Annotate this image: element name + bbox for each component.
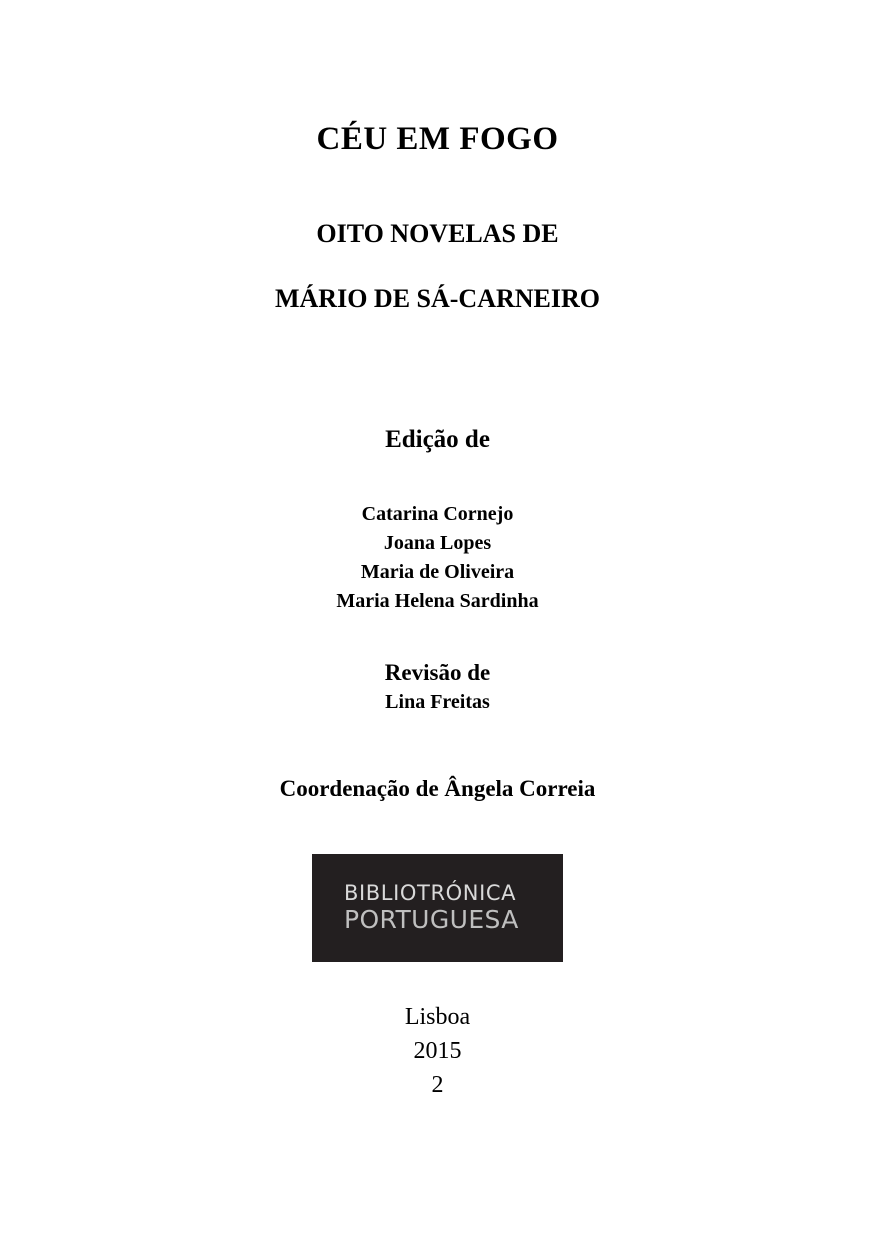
revision-label: Revisão de [384, 659, 491, 685]
editors-list [0, 500, 875, 616]
revisor-name: Lina Freitas [385, 690, 490, 713]
subtitle-line-2: MÁRIO DE SÁ-CARNEIRO [274, 284, 600, 314]
bibliotronica-portuguesa-logo [312, 854, 563, 962]
subtitle-line-1: OITO NOVELAS DE [316, 218, 559, 248]
imprint-city: Lisboa [404, 1003, 471, 1030]
logo-line-1: BIBLIOTRÓNICA [344, 880, 517, 905]
page-number: 2 [431, 1071, 444, 1098]
logo-line-2: PORTUGUESA [344, 905, 519, 935]
coordination-credit: Coordenação de Ângela Correia [279, 775, 596, 801]
imprint-year: 2015 [413, 1037, 462, 1064]
edition-label: Edição de [385, 425, 490, 453]
list-item: Maria Helena Sardinha [336, 589, 539, 612]
imprint-block [0, 1000, 875, 1102]
list-item: Joana Lopes [383, 531, 492, 554]
page-title: CÉU EM FOGO [316, 121, 559, 157]
publisher-logo-wrap [0, 854, 875, 962]
list-item: Catarina Cornejo [361, 502, 514, 525]
list-item: Maria de Oliveira [360, 560, 515, 583]
